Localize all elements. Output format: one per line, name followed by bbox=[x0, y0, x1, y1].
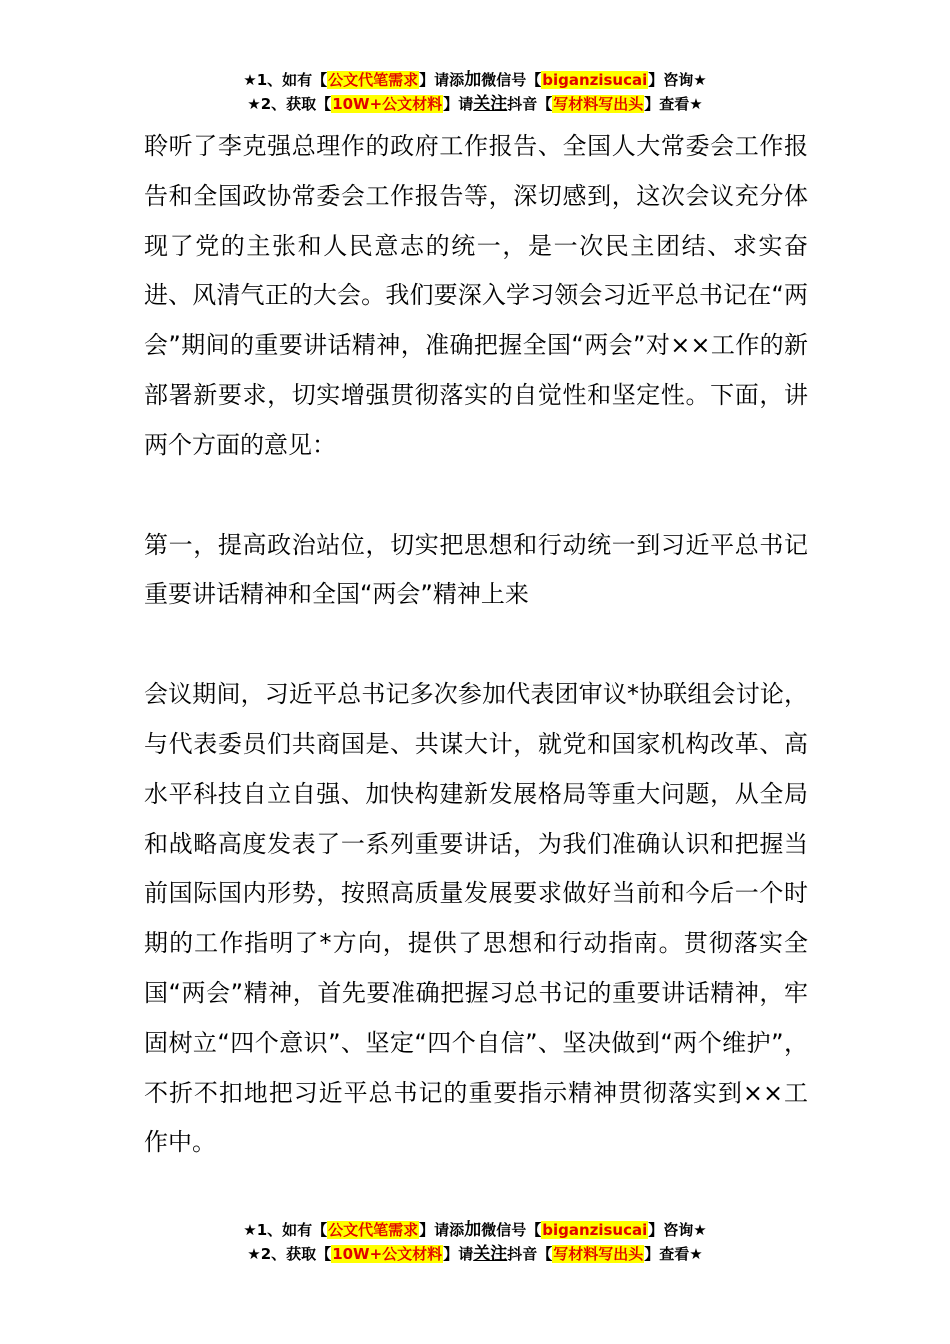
star-icon: ★ bbox=[693, 71, 707, 89]
banner-text: 1、如有【 bbox=[256, 71, 328, 89]
banner-text: 】咨询 bbox=[648, 71, 694, 89]
banner-line-2 bbox=[0, 92, 950, 116]
banner-text: 】查看 bbox=[644, 1245, 690, 1263]
banner-emphasis: 加 bbox=[464, 1220, 482, 1240]
banner-text: 】请 bbox=[443, 95, 474, 113]
highlight-wechat-id: biganzisucai bbox=[542, 71, 648, 89]
banner-text: 】咨询 bbox=[648, 1221, 694, 1239]
banner-emphasis: 加 bbox=[464, 70, 482, 90]
banner-text: 】请添 bbox=[419, 1221, 465, 1239]
banner-line-2 bbox=[0, 1242, 950, 1266]
highlight-materials: 10W+公文材料 bbox=[332, 95, 443, 113]
highlight-service: 公文代笔需求 bbox=[328, 1221, 419, 1239]
banner-line-1 bbox=[0, 1218, 950, 1242]
banner-emphasis: 关注 bbox=[473, 1244, 508, 1264]
footer-banner bbox=[0, 1218, 950, 1266]
banner-emphasis: 关注 bbox=[473, 94, 508, 114]
banner-text: 1、如有【 bbox=[256, 1221, 328, 1239]
highlight-materials: 10W+公文材料 bbox=[332, 1245, 443, 1263]
highlight-douyin-account: 写材料写出头 bbox=[553, 1245, 644, 1263]
banner-text: 微信号【 bbox=[481, 71, 542, 89]
banner-text: 】请添 bbox=[419, 71, 465, 89]
banner-text: 2、获取【 bbox=[260, 95, 332, 113]
banner-text: 2、获取【 bbox=[260, 1245, 332, 1263]
banner-text: 微信号【 bbox=[481, 1221, 542, 1239]
star-icon: ★ bbox=[693, 1221, 707, 1239]
header-banner bbox=[0, 68, 950, 116]
star-icon: ★ bbox=[689, 1245, 703, 1263]
star-icon: ★ bbox=[689, 95, 703, 113]
paragraph-body: 会议期间，习近平总书记多次参加代表团审议*协联组会讨论，与代表委员们共商国是、共谋大计，就党和国家机构改革、高水平科技自立自强、加快构建新发展格局等重大问题，从全局和战略高度发表了一系列重要讲话，为我们准确认识和把握当前国际国内形势，按照高质量发展要求做好当前和今后一个时期的工作指明了*方向，提供了思想和行动指南。贯彻落实全国“两会”精神，首先要准确把握习总书记的重要讲话精神，牢固树立“四个意识”、坚定“四个自信”、坚决做到“两个维护”，不折不扣地把习近平总书记的重要指示精神贯彻落实到××工作中。 bbox=[144, 680, 808, 1157]
paragraph-spacer bbox=[144, 620, 808, 670]
banner-text: 抖音【 bbox=[507, 1245, 553, 1263]
star-icon: ★ bbox=[247, 1245, 261, 1263]
highlight-wechat-id: biganzisucai bbox=[542, 1221, 648, 1239]
paragraph-intro: 聆听了李克强总理作的政府工作报告、全国人大常委会工作报告和全国政协常委会工作报告等，深切感到，这次会议充分体现了党的主张和人民意志的统一，是一次民主团结、求实奋进、风清气正的大会。我们要深入学习领会习近平总书记在“两会”期间的重要讲话精神，准确把握全国“两会”对××工作的新部署新要求，切实增强贯彻落实的自觉性和坚定性。下面，讲两个方面的意见： bbox=[144, 132, 808, 459]
star-icon: ★ bbox=[243, 1221, 257, 1239]
highlight-service: 公文代笔需求 bbox=[328, 71, 419, 89]
banner-line-1 bbox=[0, 68, 950, 92]
banner-text: 抖音【 bbox=[507, 95, 553, 113]
star-icon: ★ bbox=[243, 71, 257, 89]
document-body bbox=[144, 122, 808, 1168]
highlight-douyin-account: 写材料写出头 bbox=[553, 95, 644, 113]
banner-text: 】请 bbox=[443, 1245, 474, 1263]
banner-text: 】查看 bbox=[644, 95, 690, 113]
star-icon: ★ bbox=[247, 95, 261, 113]
section-heading: 第一，提高政治站位，切实把思想和行动统一到习近平总书记重要讲话精神和全国“两会”精神上来 bbox=[144, 530, 808, 609]
paragraph-spacer bbox=[144, 471, 808, 521]
